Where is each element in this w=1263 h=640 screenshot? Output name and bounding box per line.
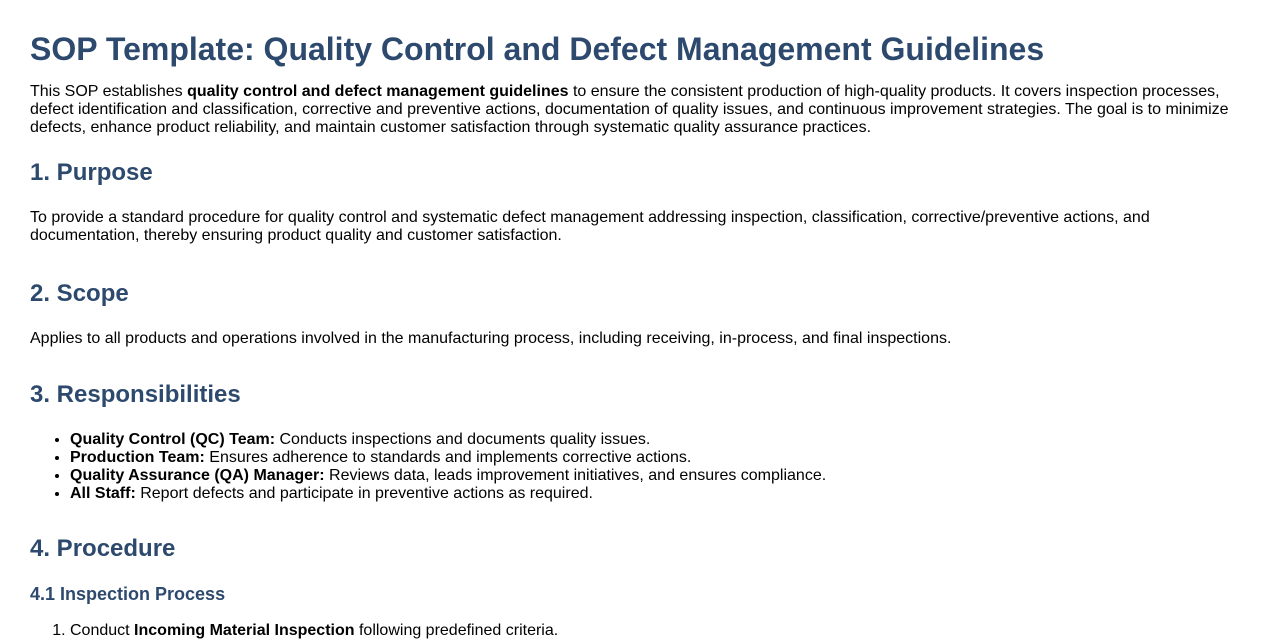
step-text-after: following predefined criteria. (354, 622, 559, 639)
list-item (70, 467, 1233, 485)
intro-text-bold: quality control and defect management guidelines (187, 83, 569, 100)
section-heading-scope: 2. Scope (30, 280, 129, 307)
purpose-text: To provide a standard procedure for quality control and systematic defect management addressing inspection, classification, corrective/preventive actions, and documentation, thereby ensuring product quality and customer satisfaction. (30, 209, 1150, 244)
list-item (70, 622, 1233, 640)
list-item (70, 485, 1233, 503)
list-item (70, 431, 1233, 449)
role-label: Production Team: (70, 449, 205, 466)
scope-text: Applies to all products and operations involved in the manufacturing process, including receiving, in-process, and final inspections. (30, 330, 952, 347)
list-item (70, 449, 1233, 467)
role-label: Quality Control (QC) Team: (70, 431, 276, 448)
intro-paragraph (30, 83, 1233, 137)
inspection-steps-list (30, 622, 1233, 640)
step-text-bold: Incoming Material Inspection (134, 622, 355, 639)
step-text-before: Conduct (70, 622, 135, 639)
role-description: Reviews data, leads improvement initiatives, and ensures compliance. (324, 467, 827, 484)
role-label: Quality Assurance (QA) Manager: (70, 467, 325, 484)
role-label: All Staff: (70, 485, 136, 502)
intro-text-after: to ensure the consistent production of high-quality products. It covers inspection processes, defect identification and classification, corrective and preventive actions, documentation of quality issues, and continuous improvement strategies. The goal is to minimize defects, enhance product reliability, and maintain customer satisfaction through systematic quality assurance practices. (30, 83, 1229, 136)
intro-text-before: This SOP establishes (30, 83, 188, 100)
section-heading-purpose: 1. Purpose (30, 159, 153, 186)
role-description: Report defects and participate in preventive actions as required. (135, 485, 593, 502)
role-description: Conducts inspections and documents quality issues. (275, 431, 651, 448)
section-heading-procedure: 4. Procedure (30, 535, 176, 562)
role-description: Ensures adherence to standards and implements corrective actions. (204, 449, 692, 466)
section-heading-responsibilities: 3. Responsibilities (30, 381, 241, 408)
subsection-heading-inspection: 4.1 Inspection Process (30, 584, 226, 604)
page-title: SOP Template: Quality Control and Defect Management Guidelines (30, 31, 1045, 67)
responsibilities-list (30, 431, 1233, 503)
